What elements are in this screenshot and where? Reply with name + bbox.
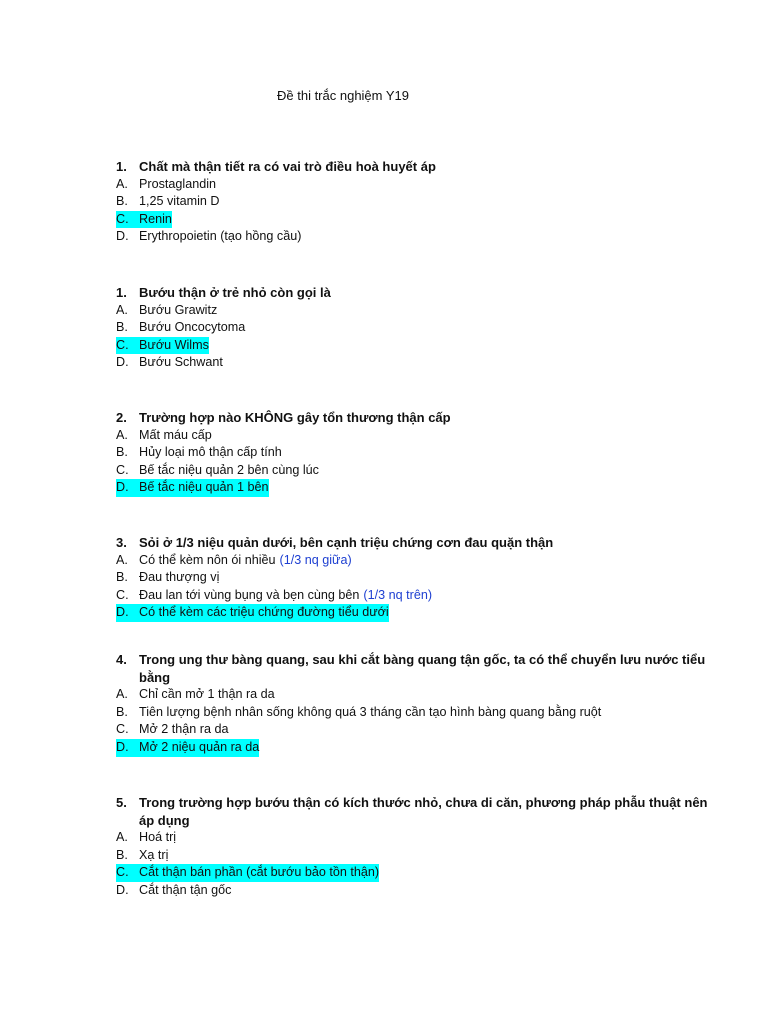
option-letter: A. — [116, 552, 128, 567]
question-block — [116, 651, 716, 757]
option-letter: D. — [116, 479, 139, 497]
question-stem — [116, 284, 716, 302]
option-text: Bướu Schwant — [139, 355, 223, 370]
option-text-highlighted: Bế tắc niệu quản 1 bên — [139, 479, 269, 497]
answer-option — [116, 444, 716, 462]
option-text-highlighted: Có thể kèm các triệu chứng đường tiểu dưới — [139, 604, 389, 622]
option-text: Hủy loại mô thận cấp tính — [139, 445, 282, 460]
question-block — [116, 158, 716, 246]
option-text: Chỉ cần mở 1 thận ra da — [139, 687, 275, 702]
question-number: 5. — [116, 795, 127, 810]
option-text: Đau lan tới vùng bụng và bẹn cùng bên — [139, 587, 360, 602]
option-text-highlighted: Mở 2 niệu quản ra da — [139, 739, 259, 757]
option-letter: D. — [116, 229, 129, 244]
option-letter: A. — [116, 687, 128, 702]
question-number: 2. — [116, 410, 127, 425]
answer-option — [116, 882, 716, 900]
answer-option — [116, 686, 716, 704]
question-text: Trường hợp nào KHÔNG gây tổn thương thận cấp — [139, 410, 451, 425]
answer-note: (1/3 nq giữa) — [279, 552, 352, 567]
option-text: Xạ trị — [139, 847, 169, 862]
question-stem — [116, 794, 716, 829]
option-text: 1,25 vitamin D — [139, 194, 220, 209]
option-text: Cắt thận tận gốc — [139, 882, 232, 897]
question-text: Chất mà thận tiết ra có vai trò điều hoà huyết áp — [139, 159, 436, 174]
option-text: Mất máu cấp — [139, 427, 212, 442]
option-letter: B. — [116, 194, 128, 209]
answer-option — [116, 462, 716, 480]
answer-option — [116, 228, 716, 246]
option-text: Bế tắc niệu quản 2 bên cùng lúc — [139, 462, 319, 477]
answer-option — [116, 829, 716, 847]
option-letter: D. — [116, 739, 139, 757]
option-letter: D. — [116, 355, 129, 370]
document-title: Đề thi trắc nghiệm Y19 — [277, 88, 409, 103]
answer-option — [116, 552, 716, 570]
option-letter: B. — [116, 847, 128, 862]
option-letter: A. — [116, 176, 128, 191]
answer-option-correct — [116, 337, 716, 355]
option-text-highlighted: Renin — [139, 211, 172, 229]
answer-note: (1/3 nq trên) — [363, 587, 433, 602]
question-block — [116, 284, 716, 372]
option-letter: B. — [116, 704, 128, 719]
answer-option — [116, 193, 716, 211]
answer-option — [116, 176, 716, 194]
option-letter: B. — [116, 570, 128, 585]
question-stem — [116, 534, 716, 552]
option-letter: A. — [116, 830, 128, 845]
option-letter: D. — [116, 604, 139, 622]
answer-option — [116, 721, 716, 739]
question-number: 3. — [116, 535, 127, 550]
question-text: Trong trường hợp bướu thận có kích thước nhỏ, chưa di căn, phương pháp phẫu thuật nên áp dụng — [139, 795, 708, 828]
answer-option-correct — [116, 739, 716, 757]
option-letter: C. — [116, 864, 139, 882]
answer-option — [116, 319, 716, 337]
question-stem — [116, 158, 716, 176]
question-number: 1. — [116, 159, 127, 174]
option-text: Bướu Oncocytoma — [139, 320, 246, 335]
option-text: Hoá trị — [139, 830, 177, 845]
option-letter: B. — [116, 445, 128, 460]
option-letter: C. — [116, 587, 129, 602]
answer-option — [116, 354, 716, 372]
option-text-highlighted: Bướu Wilms — [139, 337, 209, 355]
option-letter: D. — [116, 882, 129, 897]
question-number: 4. — [116, 652, 127, 667]
option-text-highlighted: Cắt thận bán phần (cắt bướu bảo tồn thận) — [139, 864, 379, 882]
question-stem — [116, 651, 716, 686]
question-stem — [116, 409, 716, 427]
answer-option-correct — [116, 864, 716, 882]
question-block — [116, 409, 716, 497]
question-number: 1. — [116, 285, 127, 300]
answer-option-correct — [116, 479, 716, 497]
question-block — [116, 534, 716, 622]
option-letter: B. — [116, 320, 128, 335]
question-text: Bướu thận ở trẻ nhỏ còn gọi là — [139, 285, 331, 300]
answer-option-correct — [116, 211, 716, 229]
option-letter: C. — [116, 337, 139, 355]
option-letter: A. — [116, 427, 128, 442]
option-letter: C. — [116, 211, 139, 229]
option-text: Mở 2 thận ra da — [139, 722, 229, 737]
option-text: Bướu Grawitz — [139, 302, 218, 317]
question-text: Trong ung thư bàng quang, sau khi cắt bàng quang tận gốc, ta có thể chuyển lưu nước tiểu bằng — [139, 652, 706, 685]
answer-option — [116, 427, 716, 445]
answer-option-correct — [116, 604, 716, 622]
option-letter: A. — [116, 302, 128, 317]
option-text: Tiên lượng bệnh nhân sống không quá 3 tháng cần tạo hình bàng quang bằng ruột — [139, 704, 602, 719]
option-text: Có thể kèm nôn ói nhiều — [139, 552, 276, 567]
option-text: Erythropoietin (tạo hồng cầu) — [139, 229, 302, 244]
option-text: Prostaglandin — [139, 176, 217, 191]
option-text: Đau thượng vị — [139, 570, 220, 585]
answer-option — [116, 704, 716, 722]
answer-option — [116, 847, 716, 865]
answer-option — [116, 569, 716, 587]
option-letter: C. — [116, 722, 129, 737]
answer-option — [116, 302, 716, 320]
question-block — [116, 794, 716, 900]
option-letter: C. — [116, 462, 129, 477]
answer-option — [116, 587, 716, 605]
question-text: Sỏi ở 1/3 niệu quản dưới, bên cạnh triệu chứng cơn đau quặn thận — [139, 535, 554, 550]
